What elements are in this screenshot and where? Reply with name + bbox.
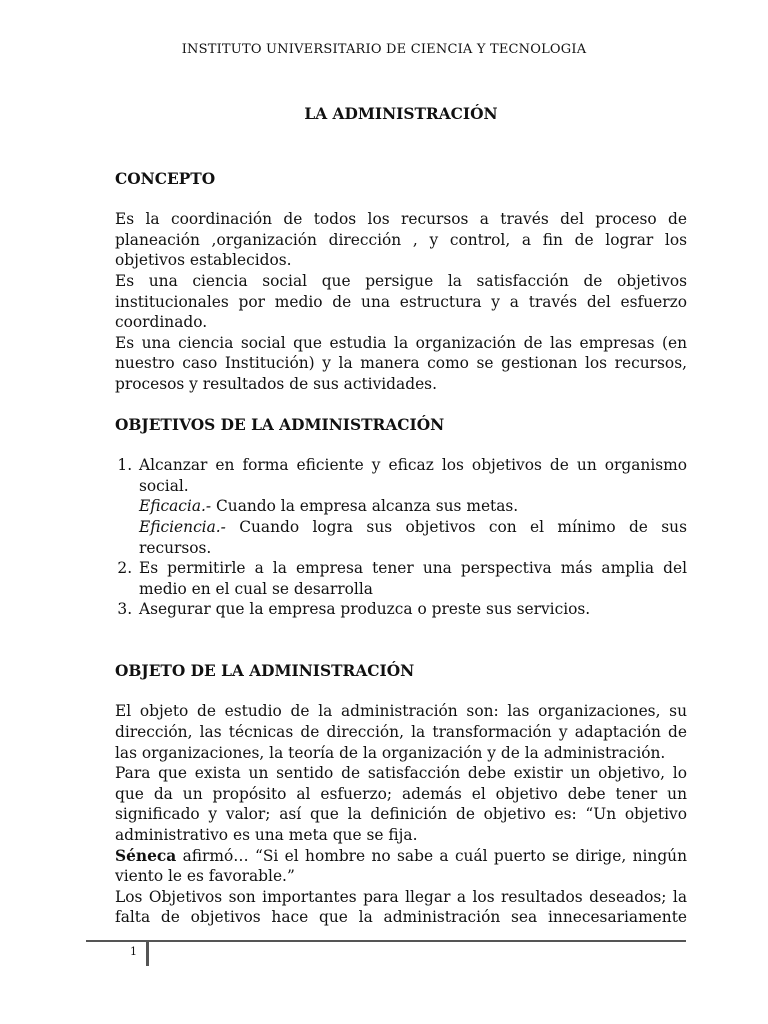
concepto-paragraph-1: Es la coordinación de todos los recursos a través del proceso de planeación ,organización dirección , y control, a fin de lograr los objetivos establecidos. [115,210,687,270]
objeto-heading: OBJETO DE LA ADMINISTRACIÓN [115,661,415,680]
spacer [115,395,687,415]
eficiencia-line [139,517,687,558]
concepto-paragraph-2: Es una ciencia social que persigue la satisfacción de objetivos institucionales por medio de una estructura y a través del esfuerzo coordinado. [115,271,687,332]
list-item [137,599,687,620]
page-header: INSTITUTO UNIVERSITARIO DE CIENCIA Y TECNOLOGIA [181,42,587,57]
footer-divider [86,940,686,942]
objetivo-3-text: Asegurar que la empresa produzca o preste sus servicios. [139,600,591,619]
objeto-paragraph-2: Para que exista un sentido de satisfacción debe existir un objetivo, lo que da un propósito al esfuerzo; además el objetivo debe tener un significado y valor; así que la definición de objetivo es: “Un objetivo administrativo es una meta que se fija. [115,764,687,845]
concepto-paragraph-3: Es una ciencia social que estudia la organización de las empresas (en nuestro caso Institución) y la manera como se gestionan los recursos, procesos y resultados de sus actividades. [115,333,687,393]
eficiencia-label: Eficiencia.- [139,517,226,536]
objetivos-heading: OBJETIVOS DE LA ADMINISTRACIÓN [115,415,445,434]
objeto-paragraph-1: El objeto de estudio de la administración son: las organizaciones, su dirección, las técnicas de dirección, la transformación y adaptación de las organizaciones, la teoría de la organización y de la administración. [115,702,687,762]
spacer [115,125,687,169]
concepto-heading: CONCEPTO [115,169,216,188]
objetivo-2-text: Es permitirle a la empresa tener una perspectiva más amplia del medio en el cual se desarrolla [139,559,687,598]
spacer [115,435,687,455]
spacer [115,620,687,661]
list-item [137,558,687,599]
objetivos-list [115,455,687,620]
footer-vertical-bar [146,940,149,966]
objeto-paragraph-last: Los Objetivos son importantes para llegar a los resultados deseados; la falta de objetivos hace que la administración sea innecesariamente [115,887,687,927]
list-item [137,455,687,558]
seneca-quote: afirmó… “Si el hombre no sabe a cuál puerto se dirige, ningún viento le es favorable.” [115,846,687,886]
eficacia-text: Cuando la empresa alcanza sus metas. [211,497,519,516]
seneca-paragraph [115,846,687,887]
eficacia-label: Eficacia.- [139,497,212,516]
page-title: LA ADMINISTRACIÓN [304,105,498,123]
spacer [115,681,687,701]
objetivo-1-text: Alcanzar en forma eficiente y eficaz los objetivos de un organismo social. [139,456,687,495]
page-number: 1 [130,945,137,958]
spacer [115,189,687,209]
seneca-name: Séneca [115,846,177,865]
eficiencia-text: Cuando logra sus objetivos con el mínimo de sus recursos. [139,517,687,557]
page-content [115,104,687,928]
eficacia-line [139,496,687,517]
